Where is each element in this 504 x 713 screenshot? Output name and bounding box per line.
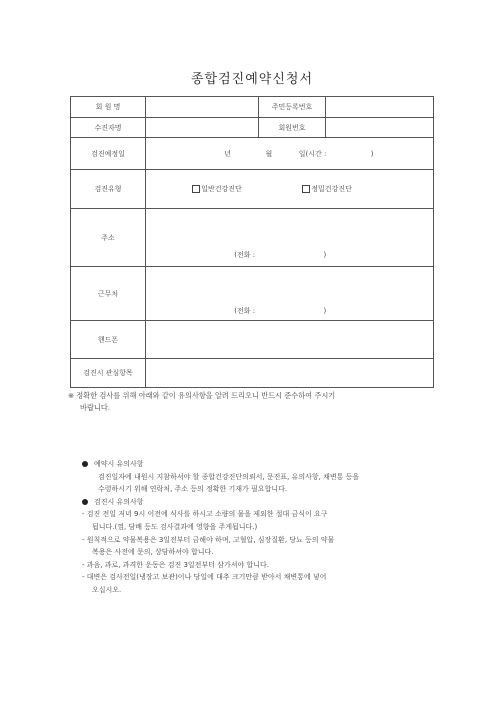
exam-item2-line1: - 원칙적으로 약물복용은 3일전부터 금해야 하며, 고혈압, 심장질환, 당뇨 등의 약물: [82, 535, 335, 544]
exam-date-year: 년: [224, 149, 231, 158]
detailed-exam-label: 정밀건강진단: [311, 185, 352, 193]
member-no-label: 회원번호: [259, 118, 326, 138]
page-title: 종합검진예약신청서: [190, 72, 314, 87]
exam-date-field[interactable]: [146, 138, 434, 170]
exam-item1-line1: - 검진 전일 저녁 9시 이전에 식사를 하시고 소량의 물을 제외한 절대 금식이 요구: [82, 510, 328, 519]
general-exam-checkbox[interactable]: [192, 185, 200, 193]
mobile-field[interactable]: [146, 321, 434, 359]
notice-line1: ※ 정확한 검사를 위해 아래와 같이 유의사항을 알려 드리오니 반드시 준수하여 주시기: [68, 391, 336, 400]
notice-line2: 바랍니다.: [80, 403, 111, 412]
work-phone-close: ): [323, 307, 327, 315]
member-name-label: 회 원 명: [71, 97, 146, 118]
exam-item4-line2: 오십시오.: [92, 585, 122, 594]
exam-item2-line2: 복용은 사전에 문의, 상담하셔야 합니다.: [92, 548, 214, 557]
address-field[interactable]: [146, 209, 434, 267]
exam-heading: 검진시 유의사항: [94, 497, 144, 506]
general-exam-label: 일반건강진단: [201, 185, 242, 193]
resident-no-label: 주민등록번호: [259, 97, 326, 118]
work-field[interactable]: [146, 267, 434, 321]
address-label: 주소: [71, 209, 146, 267]
mobile-label: 핸드폰: [71, 321, 146, 359]
address-phone-label: (전화 :: [234, 251, 256, 259]
member-no-field[interactable]: [326, 118, 434, 138]
resident-no-field[interactable]: [326, 97, 434, 118]
reservation-line1: 검진일자에 내원시 지참하셔야 할 종합건강진단의뢰서, 문진표, 유의사항, 채변통 등을: [98, 472, 360, 481]
guidelines: [82, 458, 442, 597]
detailed-exam-checkbox[interactable]: [302, 185, 310, 193]
exam-item3: - 과음, 과로, 과격한 운동은 검진 3일전부터 삼가셔야 합니다.: [82, 560, 269, 569]
examinee-field[interactable]: [146, 118, 259, 138]
exam-date-month: 월: [265, 149, 273, 158]
bullet-icon: [82, 461, 88, 467]
exam-date-label: 검진예정일: [71, 138, 146, 170]
examinee-label: 수진자명: [71, 118, 146, 138]
work-label: 근무처: [71, 267, 146, 321]
reservation-line2: 수령하시기 위해 연락처, 주소 등의 정확한 기재가 필요합니다.: [98, 485, 288, 494]
exam-item4-line1: - 대변은 검사전일(냉장고 보관)이나 당일에 대추 크기만큼 받아서 채변통에 넣어: [82, 573, 327, 582]
reservation-form: [70, 96, 434, 388]
exam-type-field: [146, 170, 434, 209]
member-name-field[interactable]: [146, 97, 259, 118]
exam-type-label: 검진유형: [71, 170, 146, 209]
work-phone-label: (전화 :: [234, 307, 256, 315]
bullet-icon: [82, 499, 88, 505]
interest-label: 검진시 관심항목: [71, 359, 146, 388]
notice: [68, 390, 448, 414]
exam-date-day-time: 일(시간 :: [298, 149, 327, 158]
reservation-heading: 예약시 유의사항: [94, 460, 144, 468]
interest-field[interactable]: [146, 359, 434, 388]
exam-date-close: ): [370, 149, 374, 158]
exam-item1-line2: 됩니다.(껌, 담배 등도 검사결과에 영향을 주게됩니다.): [92, 522, 258, 531]
address-phone-close: ): [323, 251, 327, 259]
